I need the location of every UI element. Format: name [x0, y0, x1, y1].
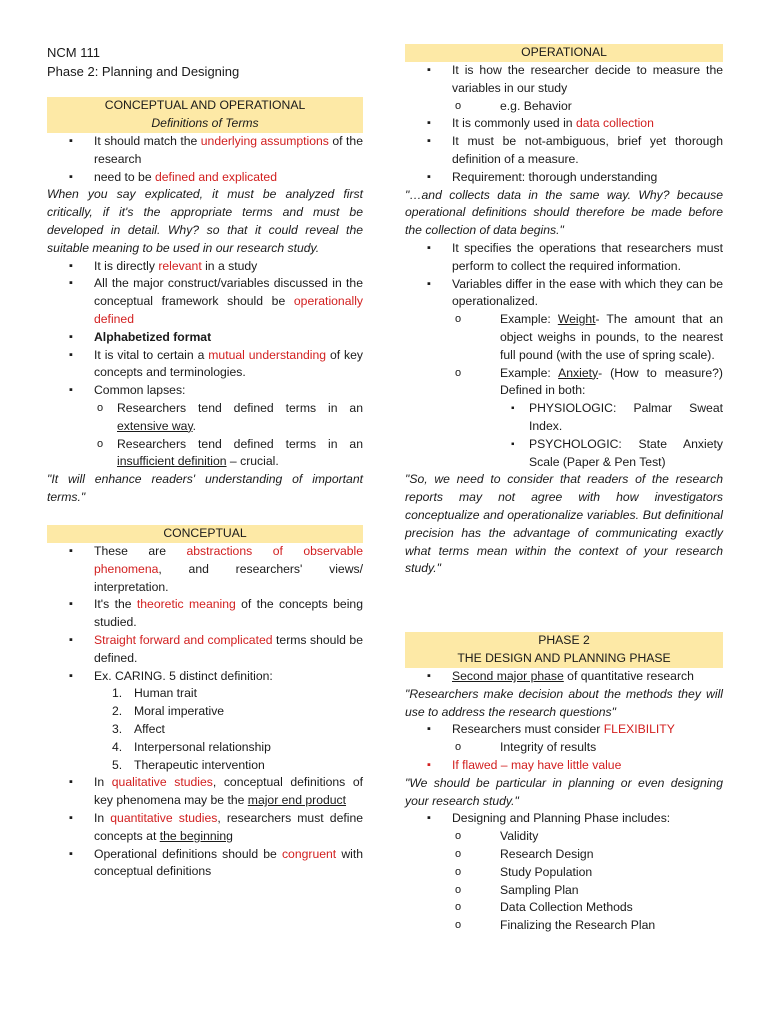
- section-header-operational: [405, 44, 723, 62]
- sub-list-item: o Example: Anxiety- (How to measure?) Defined in both:: [405, 365, 723, 401]
- list-item: ▪ It is commonly used in data collection: [405, 115, 723, 133]
- sub-sub-list-item: ▪ PHYSIOLOGIC: Palmar Sweat Index.: [405, 400, 723, 436]
- numbered-item: 1. Human trait: [112, 686, 197, 701]
- list-item: ▪ Variables differ in the ease with which they can be operationalized.: [405, 276, 723, 312]
- list-item: ▪ Ex. CARING. 5 distinct definition:: [47, 668, 363, 686]
- list-item: ▪ In quantitative studies, researchers must define concepts at the beginning: [47, 810, 363, 846]
- list-item: ▪ Second major phase of quantitative research: [405, 668, 723, 686]
- sub-list-item: o Finalizing the Research Plan: [405, 917, 723, 935]
- sub-list-item: o Example: Weight- The amount that an object weighs in pounds, to the nearest full pound (with the use of spring scale).: [405, 311, 723, 364]
- list-item: ▪ It is how the researcher decide to measure the variables in our study: [405, 62, 723, 98]
- list-item: ▪ It specifies the operations that researchers must perform to collect the required information.: [405, 240, 723, 276]
- list-item: ▪ It is directly relevant in a study: [47, 258, 363, 276]
- list-item: ▪ Straight forward and complicated terms should be defined.: [47, 632, 363, 668]
- list-item: ▪ All the major construct/variables discussed in the conceptual framework should be operationally defined: [47, 275, 363, 328]
- course-code: NCM 111: [47, 45, 100, 60]
- conceptual-operational-section: [47, 133, 363, 507]
- header-line: THE DESIGN AND PLANNING PHASE: [457, 650, 671, 665]
- sub-list-item: o Research Design: [405, 846, 723, 864]
- list-item: ▪ These are abstractions of observable phenomena, and researchers' views/ interpretation.: [47, 543, 363, 596]
- header-line: PHASE 2: [538, 633, 590, 647]
- list-item: ▪ It should match the underlying assumptions of the research: [47, 133, 363, 169]
- list-item: ▪ It's the theoretic meaning of the concepts being studied.: [47, 596, 363, 632]
- numbered-item: 4. Interpersonal relationship: [112, 739, 271, 754]
- header-line: CONCEPTUAL AND OPERATIONAL: [104, 98, 306, 112]
- section-header-phase2: [405, 632, 723, 668]
- sub-list-item: o e.g. Behavior: [405, 98, 723, 116]
- sub-list-item: o Study Population: [405, 864, 723, 882]
- list-item: ▪ Researchers must consider FLEXIBILITY: [405, 721, 723, 739]
- list-item: ▪ Designing and Planning Phase includes:: [405, 810, 723, 828]
- italic-quote: "We should be particular in planning or even designing your research study.": [405, 775, 723, 808]
- document-title: Phase 2: Planning and Designing: [47, 64, 240, 79]
- list-item: ▪ It must be not-ambiguous, brief yet thorough definition of a measure.: [405, 133, 723, 169]
- sub-list-item: o Researchers tend defined terms in an insufficient definition – crucial.: [47, 436, 363, 472]
- numbered-item: 3. Affect: [112, 721, 165, 736]
- italic-note: When you say explicated, it must be analyzed first critically, if it's the appropriate terms and must be developed in detail. Why? so that it could reveal the suitable meaning to be used in our research study.: [47, 187, 363, 255]
- header-line: OPERATIONAL: [521, 45, 607, 59]
- sub-list-item: o Researchers tend defined terms in an extensive way.: [47, 400, 363, 436]
- italic-quote: "So, we need to consider that readers of the research reports may not agree with how investigators conceptualize and operationalize variables. But definitional precision has the advantage of communicating exactly what terms mean within the context of your research study.": [405, 472, 723, 576]
- italic-quote: "Researchers make decision about the methods they will use to address the research questions": [405, 686, 723, 719]
- list-item: ▪ It is vital to certain a mutual understanding of key concepts and terminologies.: [47, 347, 363, 383]
- conceptual-section: [47, 543, 363, 881]
- header-line: CONCEPTUAL: [163, 526, 247, 540]
- list-item: ▪ In qualitative studies, conceptual definitions of key phenomena may be the major end product: [47, 774, 363, 810]
- header-line: Definitions of Terms: [151, 115, 259, 130]
- phase2-section: [405, 668, 723, 935]
- italic-quote: "It will enhance readers' understanding of important terms.": [47, 472, 363, 504]
- sub-sub-list-item: ▪ PSYCHOLOGIC: State Anxiety Scale (Paper & Pen Test): [405, 436, 723, 472]
- section-header-conceptual: [47, 525, 363, 543]
- list-item: ▪ Alphabetized format: [47, 329, 363, 347]
- list-item: ▪ need to be defined and explicated: [47, 169, 363, 187]
- sub-list-item: o Data Collection Methods: [405, 899, 723, 917]
- sub-list-item: o Validity: [405, 828, 723, 846]
- list-item: ▪ Common lapses:: [47, 382, 363, 400]
- operational-section: [405, 62, 723, 578]
- sub-list-item: o Sampling Plan: [405, 882, 723, 900]
- numbered-item: 2. Moral imperative: [112, 704, 225, 719]
- section-header-conceptual-operational: [47, 97, 363, 133]
- list-item: ▪ Operational definitions should be congruent with conceptual definitions: [47, 846, 363, 882]
- list-item: ▪ Requirement: thorough understanding: [405, 169, 723, 187]
- italic-note: "…and collects data in the same way. Why? because operational definitions should therefore be made before the collection of data begins.": [405, 187, 723, 238]
- list-item: ▪ If flawed – may have little value: [405, 757, 723, 775]
- numbered-item: 5. Therapeutic intervention: [112, 757, 265, 772]
- sub-list-item: o Integrity of results: [405, 739, 723, 757]
